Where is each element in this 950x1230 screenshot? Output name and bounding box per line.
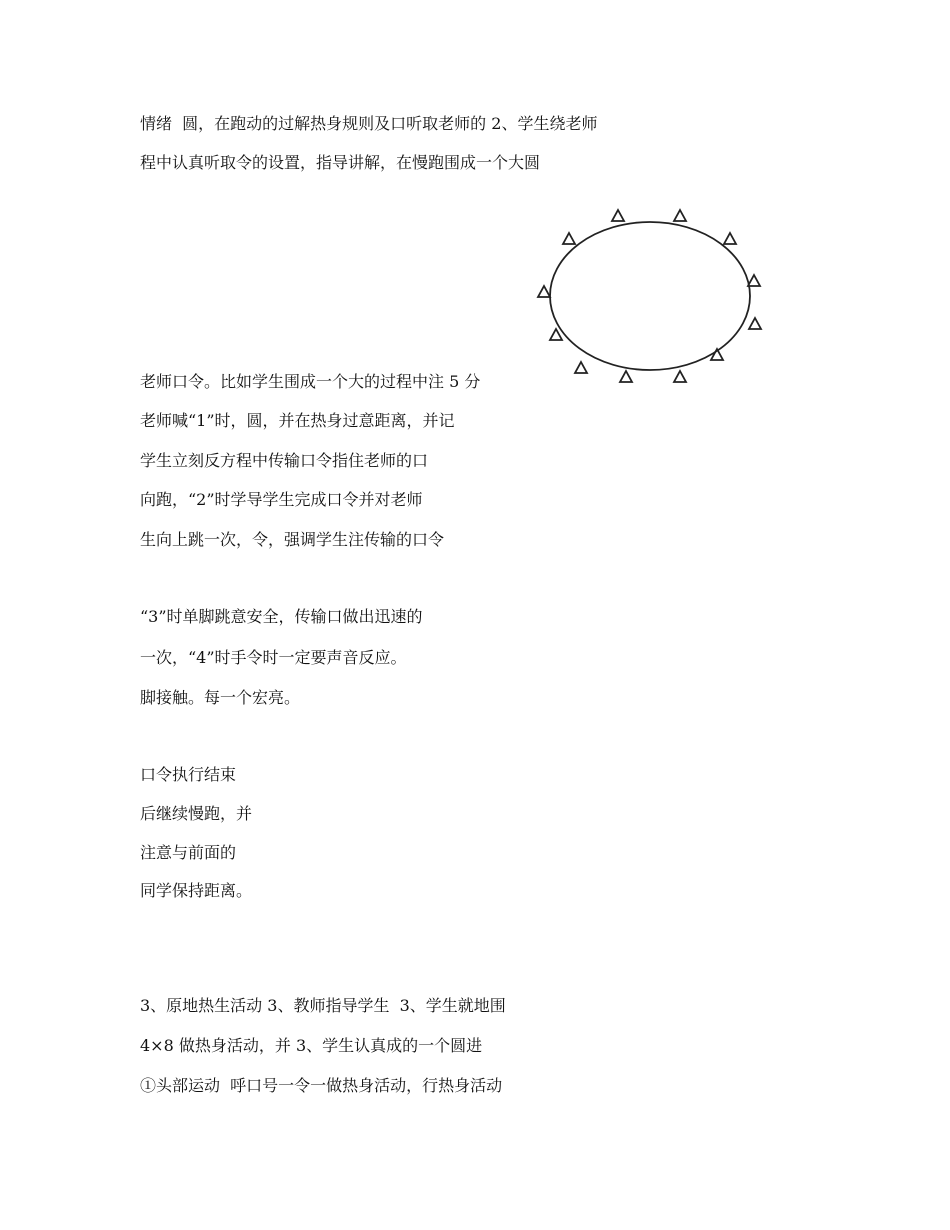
- running-circle: [550, 222, 750, 370]
- text-line-intro-1: 情绪 圆，在跑动的过解热身规则及口听取老师的 2、学生绕老师: [140, 114, 598, 133]
- text-line-block4-1: 3、原地热生活动 3、教师指导学生 3、学生就地围: [140, 996, 506, 1015]
- text-line-block1-2: 老师喊“1”时，圆，并在热身过意距离，并记: [140, 411, 455, 430]
- student-marker-icon: [724, 233, 736, 244]
- text-line-block3-3: 注意与前面的: [140, 843, 237, 862]
- formation-circle-diagram: [528, 200, 778, 390]
- text-line-block1-3: 学生立刻反方程中传输口令指住老师的口: [140, 451, 429, 470]
- text-line-block1-1: 老师口令。比如学生围成一个大的过程中注 5 分: [140, 372, 481, 391]
- text-line-block3-2: 后继续慢跑，并: [140, 804, 253, 823]
- student-marker-icon: [674, 371, 686, 382]
- text-line-block4-2: 4×8 做热身活动，并 3、学生认真成的一个圆进: [140, 1036, 483, 1055]
- student-marker-icon: [749, 318, 761, 329]
- text-line-block1-4: 向跑，“2”时学导学生完成口令并对老师: [140, 490, 423, 509]
- text-line-block1-5: 生向上跳一次，令，强调学生注传输的口令: [140, 530, 445, 549]
- text-line-block4-3: ①头部运动 呼口号一令一做热身活动，行热身活动: [140, 1076, 503, 1095]
- text-line-block2-1: “3”时单脚跳意安全，传输口做出迅速的: [140, 607, 423, 626]
- student-marker-icon: [538, 286, 550, 297]
- text-line-block3-4: 同学保持距离。: [140, 881, 253, 900]
- student-marker-icon: [748, 275, 760, 286]
- student-marker-icon: [575, 362, 587, 373]
- text-line-block2-2: 一次，“4”时手令时一定要声音反应。: [140, 648, 407, 667]
- student-marker-icon: [550, 329, 562, 340]
- student-marker-icon: [620, 371, 632, 382]
- student-marker-icon: [612, 210, 624, 221]
- student-marker-icon: [563, 233, 575, 244]
- text-line-block3-1: 口令执行结束: [140, 765, 237, 784]
- text-line-intro-2: 程中认真听取令的设置，指导讲解，在慢跑围成一个大圆: [140, 153, 541, 172]
- text-line-block2-3: 脚接触。每一个宏亮。: [140, 688, 301, 707]
- student-marker-icon: [674, 210, 686, 221]
